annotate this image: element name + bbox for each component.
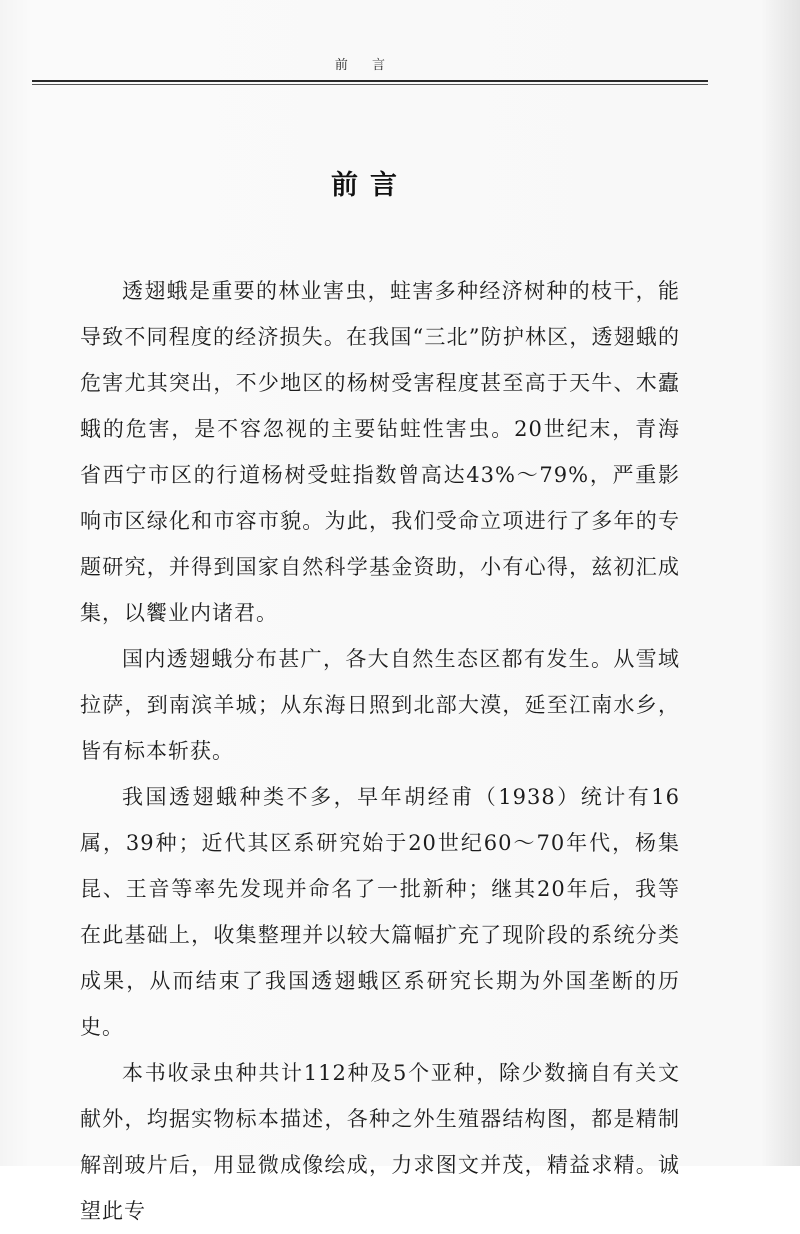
body-text: [80, 268, 680, 1234]
paragraph-3: 我国透翅蛾种类不多，早年胡经甫（1938）统计有16属，39种；近代其区系研究始于20世纪60～70年代，杨集昆、王音等率先发现并命名了一批新种；继其20年后，我等在此基础上，收集整理并以较大篇幅扩充了现阶段的系统分类成果，从而结束了我国透翅蛾区系研究长期为外国垄断的历史。: [80, 785, 680, 1039]
paragraph-1: 透翅蛾是重要的林业害虫，蛀害多种经济树种的枝干，能导致不同程度的经济损失。在我国“三北”防护林区，透翅蛾的危害尤其突出，不少地区的杨树受害程度甚至高于天牛、木蠹蛾的危害，是不容忽视的主要钻蛀性害虫。20世纪末，青海省西宁市区的行道杨树受蛀指数曾高达43%～79%，严重影响市区绿化和市容市貌。为此，我们受命立项进行了多年的专题研究，并得到国家自然科学基金资助，小有心得，兹初汇成集，以饗业内诸君。: [80, 279, 680, 625]
running-header: 前 言: [334, 58, 396, 73]
paragraph-4: 本书收录虫种共计112种及5个亚种，除少数摘自有关文献外，均据实物标本描述，各种之外生殖器结构图，都是精制解剖玻片后，用显微成像绘成，力求图文并茂，精益求精。诚望此专: [80, 1061, 680, 1223]
header-rule: [32, 80, 708, 82]
paragraph-2: 国内透翅蛾分布甚广，各大自然生态区都有发生。从雪域拉萨，到南滨羊城；从东海日照到北部大漠，延至江南水乡，皆有标本斩获。: [80, 647, 680, 763]
header-rule-thin: [32, 84, 708, 85]
page-title: 前言: [331, 170, 409, 201]
page-edge-shadow: [760, 0, 800, 1166]
